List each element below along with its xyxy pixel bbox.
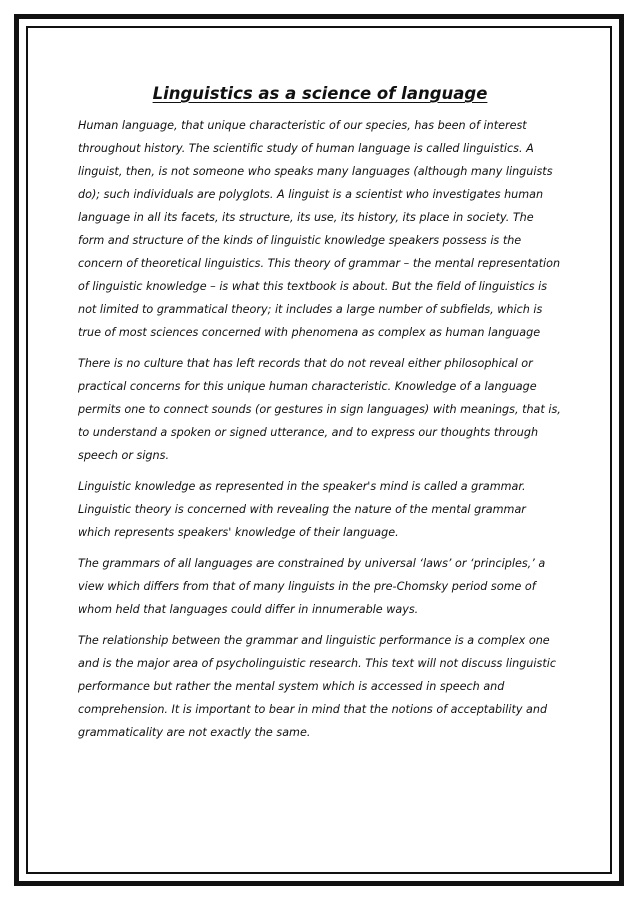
paragraph-5: The relationship between the grammar and linguistic performance is a complex one and is the major area of psycholinguistic research. This text will not discuss linguistic performance but rather the mental system which is accessed in speech and comprehension. It is important to bear in mind that the notions of acceptability and grammaticality are not exactly the same. — [78, 634, 556, 739]
document-title: Linguistics as a science of language — [152, 84, 488, 103]
document-body — [78, 80, 562, 752]
paragraph-1: Human language, that unique characteristic of our species, has been of interest throughout history. The scientific study of human language is called linguistics. A linguist, then, is not someone who speaks many languages (although many linguists do); such individuals are polyglots. A linguist is a scientist who investigates human language in all its facets, its structure, its use, its history, its place in society. The form and structure of the kinds of linguistic knowledge speakers possess is the concern of theoretical linguistics. This theory of grammar – the mental representation of linguistic knowledge – is what this textbook is about. But the field of linguistics is not limited to grammatical theory; it includes a large number of subfields, which is true of most sciences concerned with phenomena as complex as human language — [78, 119, 561, 339]
paragraph-4: The grammars of all languages are constrained by universal ‘laws’ or ‘principles,’ a view which differs from that of many linguists in the pre-Chomsky period some of whom held that languages could differ in innumerable ways. — [78, 557, 546, 616]
paragraph-3: Linguistic knowledge as represented in the speaker's mind is called a grammar. Linguistic theory is concerned with revealing the nature of the mental grammar which represents speakers' knowledge of their language. — [78, 480, 526, 539]
paragraph-2: There is no culture that has left records that do not reveal either philosophical or practical concerns for this unique human characteristic. Knowledge of a language permits one to connect sounds (or gestures in sign languages) with meanings, that is, to understand a spoken or signed utterance, and to express our thoughts through speech or signs. — [78, 357, 561, 462]
